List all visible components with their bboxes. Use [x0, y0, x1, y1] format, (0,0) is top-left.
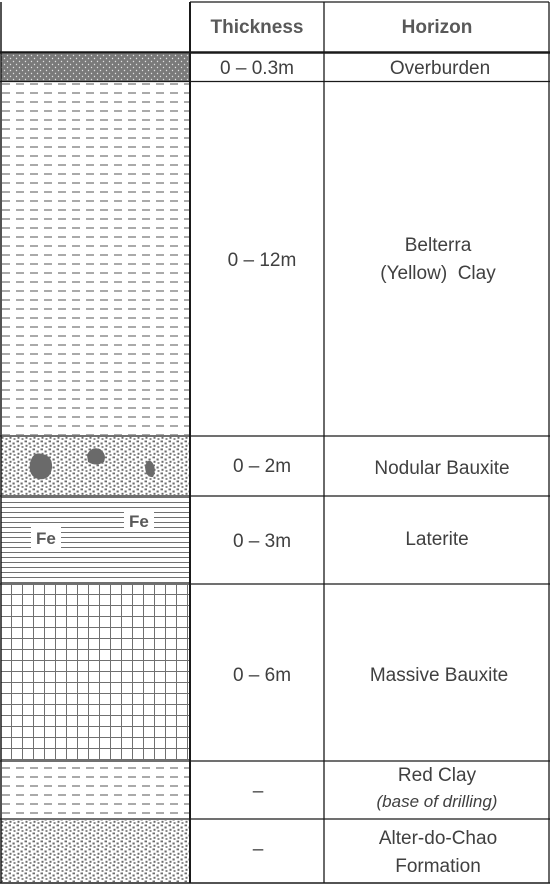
thickness-header: Thickness: [210, 17, 304, 38]
fe-label-left: Fe: [36, 529, 56, 548]
red-clay-thickness: –: [252, 781, 264, 802]
alter-do-chao-horizon-line2: Formation: [395, 856, 481, 877]
nodular-bauxite-horizon: Nodular Bauxite: [374, 458, 510, 479]
overburden-pattern: [1, 54, 189, 81]
belterra-clay-pattern: [1, 82, 189, 435]
nodular-bauxite-pattern: [1, 437, 189, 495]
red-clay-pattern: [1, 762, 189, 818]
alter-do-chao-thickness: –: [252, 839, 264, 860]
massive-bauxite-horizon: Massive Bauxite: [369, 665, 509, 686]
belterra-clay-horizon-line2: (Yellow) Clay: [380, 263, 496, 284]
massive-bauxite-pattern: [1, 585, 189, 760]
fe-label-right: Fe: [129, 512, 149, 531]
overburden-thickness: 0 – 0.3m: [220, 58, 294, 79]
horizon-header: Horizon: [401, 17, 473, 38]
red-clay-horizon: Red Clay: [397, 765, 477, 786]
overburden-horizon: Overburden: [389, 58, 491, 79]
laterite-pattern: [1, 497, 189, 583]
red-clay-note: (base of drilling): [376, 792, 498, 811]
nodular-bauxite-thickness: 0 – 2m: [232, 456, 292, 477]
laterite-thickness: 0 – 3m: [232, 531, 292, 552]
laterite-horizon: Laterite: [405, 529, 469, 550]
massive-bauxite-thickness: 0 – 6m: [232, 665, 292, 686]
alter-do-chao-pattern: [1, 820, 189, 882]
belterra-clay-thickness: 0 – 12m: [227, 250, 297, 271]
belterra-clay-horizon-line1: Belterra: [404, 235, 472, 256]
alter-do-chao-horizon-line1: Alter-do-Chao: [378, 828, 498, 849]
